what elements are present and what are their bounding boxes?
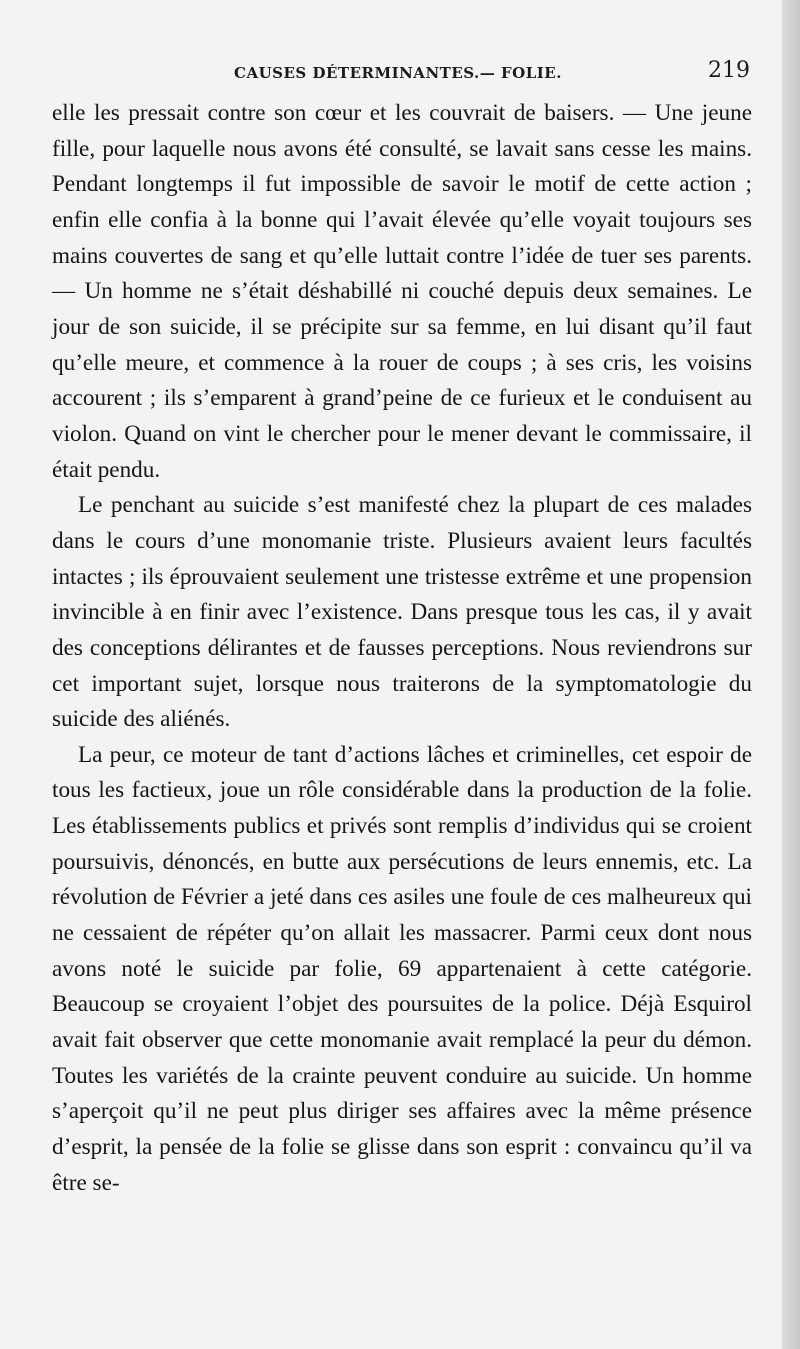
page-header bbox=[52, 58, 752, 90]
paragraph: Le penchant au suicide s’est manifesté chez la plupart de ces malades dans le cours d’une monomanie triste. Plusieurs avaient leurs facultés intactes ; ils éprouvaient seulement une tristesse extrême et une propension invincible à en finir avec l’existence. Dans presque tous les cas, il y avait des conceptions délirantes et de fausses perceptions. Nous reviendrons sur cet important sujet, lorsque nous traiterons de la symptomatologie du suicide des aliénés. bbox=[52, 492, 752, 733]
page-edge bbox=[782, 0, 800, 1349]
paragraph: elle les pressait contre son cœur et les couvrait de baisers. — Une jeune fille, pour laquelle nous avons été consulté, se lavait sans cesse les mains. Pendant longtemps il fut impossible de savoir le motif de cette action ; enfin elle confia à la bonne qui l’avait élevée qu’elle voyait toujours ses mains couvertes de sang et qu’elle luttait contre l’idée de tuer ses parents. — Un homme ne s’était déshabillé ni couché depuis deux semaines. Le jour de son suicide, il se précipite sur sa femme, en lui disant qu’il faut qu’elle meure, et commence à la rouer de coups ; à ses cris, les voisins accourent ; ils s’emparent à grand’peine de ce furieux et le conduisent au violon. Quand on vint le chercher pour le mener devant le commissaire, il était pendu. bbox=[52, 100, 752, 483]
paragraph: La peur, ce moteur de tant d’actions lâches et criminelles, cet espoir de tous les factieux, joue un rôle considérable dans la production de la folie. Les établissements publics et privés sont remplis d’individus qui se croient poursuivis, dénoncés, en butte aux persécutions de leurs ennemis, etc. La révolution de Février a jeté dans ces asiles une foule de ces malheureux qui ne cessaient de répéter qu’on allait les massacrer. Parmi ceux dont nous avons noté le suicide par folie, 69 appartenaient à cette catégorie. Beaucoup se croyaient l’objet des poursuites de la police. Déjà Esquirol avait fait observer que cette monomanie avait remplacé la peur du démon. Toutes les variétés de la crainte peuvent conduire au suicide. Un homme s’aperçoit qu’il ne peut plus diriger ses affaires avec la même présence d’esprit, la pensée de la folie se glisse dans son esprit : convaincu qu’il va être se- bbox=[52, 741, 752, 1196]
running-head: CAUSES DÉTERMINANTES.— FOLIE. bbox=[234, 64, 562, 82]
page-number: 219 bbox=[708, 58, 750, 83]
body-text bbox=[52, 96, 752, 1201]
